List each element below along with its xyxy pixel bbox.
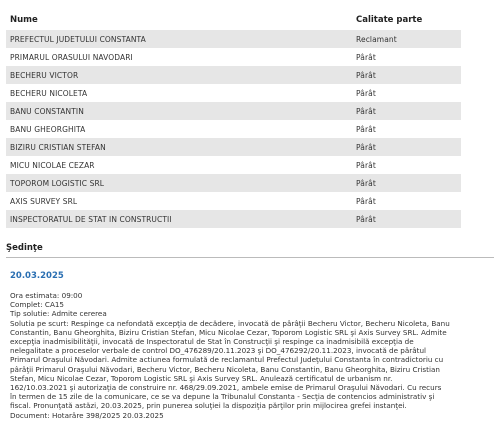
table-header-row (6, 10, 461, 30)
session-entry (6, 271, 495, 420)
session-date: 20.03.2025 (10, 271, 64, 281)
party-name-cell: BIZIRU CRISTIAN STEFAN (6, 138, 352, 156)
session-solution-summary: Solutia pe scurt: Respinge ca nefondată excepţia de decădere, invocată de pârâţii Becheru Victor, Becheru Nicoleta, Banu Constantin, Banu Gheorghita, Biziru Cristian Stefan, Micu Nicolae Cezar, Toporom Logistic SRL şi Axis Survey SRL. Admite excepţia inadmisibilităţii, invocată de Inspectoratul de Stat în Construcţii şi respinge ca inadmisibilă excepţia de nelegalitate a proceselor verbale de control DO_476289/20.11.2023 şi DO_476292/20.11.2023, invocată de pârâtul Primarul Oraşului Năvodari. Admite actiunea formulată de reclamantul Prefectul Judeţului Constanta în contradictoriu cu pârâţii Primarul Oraşului Năvodari, Becheru Victor, Becheru Nicoleta, Banu Constantin, Banu Gheorghita, Biziru Cristian Stefan, Micu Nicolae Cezar, Toporom Logistic SRL şi Axis Survey SRL. Anulează certificatul de urbanism nr. 162/10.03.2021 şi autorizaţia de construire nr. 468/29.09.2021, ambele emise de Primarul Oraşului Năvodari. Cu recurs în termen de 15 zile de la comunicare, ce se va depune la Tribunalul Constanta - Secţia de contencios administrativ şi fiscal. Pronunţată astăzi, 20.03.2025, prin punerea soluţiei la dispoziţia părţilor prin mijlocirea grefei instanţei. (10, 318, 450, 411)
column-header-name: Nume (10, 15, 38, 25)
table-row (6, 102, 461, 120)
table-row (6, 120, 461, 138)
session-panel: Complet: CA15 (10, 300, 65, 310)
party-name-cell: BANU GHEORGHITA (6, 120, 352, 138)
table-row (6, 84, 461, 102)
party-role-cell: Pârât (352, 174, 461, 192)
case-details (0, 10, 501, 420)
party-role-cell: Pârât (352, 156, 461, 174)
party-role-cell: Pârât (352, 102, 461, 120)
party-name-cell: TOPOROM LOGISTIC SRL (6, 174, 352, 192)
party-name-cell: MICU NICOLAE CEZAR (6, 156, 352, 174)
table-row (6, 30, 461, 48)
table-row (6, 138, 461, 156)
sessions-heading: Şedinţe (6, 243, 494, 258)
party-name-cell: AXIS SURVEY SRL (6, 192, 352, 210)
party-name-cell: BECHERU VICTOR (6, 66, 352, 84)
session-solution-type: Tip solutie: Admite cererea (10, 309, 107, 319)
table-row (6, 210, 461, 228)
party-role-cell: Pârât (352, 66, 461, 84)
party-role-cell: Pârât (352, 84, 461, 102)
table-row (6, 174, 461, 192)
party-role-cell: Pârât (352, 138, 461, 156)
table-row (6, 66, 461, 84)
parties-table-body (6, 30, 461, 228)
party-role-cell: Reclamant (352, 30, 461, 48)
parties-table (6, 10, 461, 228)
table-row (6, 192, 461, 210)
table-row (6, 48, 461, 66)
party-name-cell: BECHERU NICOLETA (6, 84, 352, 102)
party-role-cell: Pârât (352, 210, 461, 228)
party-name-cell: INSPECTORATUL DE STAT IN CONSTRUCTII (6, 210, 352, 228)
column-header-role: Calitate parte (356, 15, 423, 25)
party-role-cell: Pârât (352, 48, 461, 66)
party-role-cell: Pârât (352, 120, 461, 138)
party-role-cell: Pârât (352, 192, 461, 210)
party-name-cell: PRIMARUL ORASULUI NAVODARI (6, 48, 352, 66)
session-document: Document: Hotarâre 398/2025 20.03.2025 (10, 410, 164, 420)
session-time: Ora estimata: 09:00 (10, 291, 83, 300)
table-row (6, 156, 461, 174)
party-name-cell: BANU CONSTANTIN (6, 102, 352, 120)
party-name-cell: PREFECTUL JUDETULUI CONSTANTA (6, 30, 352, 48)
